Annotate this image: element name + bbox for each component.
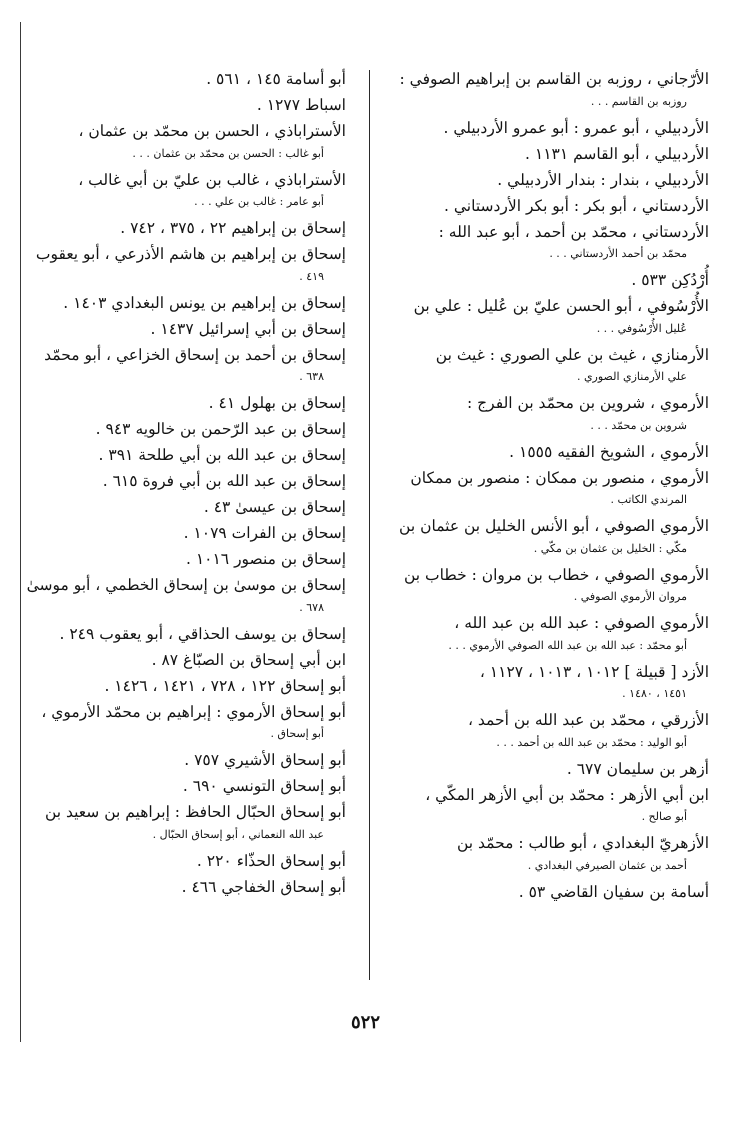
index-entry-heading: الأردستاني ، أبو بكر : أبو بكر الأردستاني . (444, 196, 709, 215)
index-entry (377, 68, 709, 113)
index-entry-heading: أبو إسحاق الأرموي : إبراهيم بن محمّد الأرموي ، (41, 702, 346, 721)
index-entry (377, 392, 709, 437)
index-entry (16, 217, 346, 240)
index-entry-heading: الأرموي الصوفي ، خطاب بن مروان : خطاب بن (404, 565, 709, 584)
index-entry-heading: الأردبيلي ، أبو القاسم ١١٣١ . (525, 144, 709, 163)
index-entry-heading: الأُرْسُوفي ، أبو الحسن عليّ بن عُليل : علي بن (413, 297, 709, 315)
index-entry-continuation: أبو إسحاق . (270, 727, 324, 740)
index-entry-heading: الأردبيلي ، بندار : بندار الأردبيلي . (497, 170, 709, 189)
index-entry-continuation: أبو محمّد : عبد الله بن عبد الله الصوفي الأرموي . . . (448, 638, 687, 652)
index-entry-heading: إسحاق بن الفرات ١٠٧٩ . (183, 524, 346, 542)
index-entry-continuation: أبو صالح . (641, 810, 687, 823)
index-entry-continuation: المرندي الكاتب . (610, 493, 687, 506)
index-entry-continuation: محمّد بن أحمد الأردستاني . . . (549, 247, 687, 260)
index-entry (16, 292, 346, 315)
index-entry-heading: الأرموي ، منصور بن ممكان : منصور بن ممكان (410, 468, 709, 487)
index-entry (16, 120, 346, 165)
index-entry-heading: الأرّجاني ، روزبه بن القاسم بن إبراهيم الصوفي : (399, 70, 709, 88)
index-entry-heading: أسامة بن سفيان القاضي ٥٣ . (518, 882, 709, 901)
index-entry (16, 243, 346, 288)
index-entry-heading: الأردبيلي ، أبو عمرو : أبو عمرو الأردبيلي . (443, 118, 709, 137)
index-entry-heading: الأرموي الصوفي ، أبو الأنس الخليل بن عثمان بن (399, 517, 709, 535)
index-entry (16, 444, 346, 467)
index-entry (377, 881, 709, 904)
index-entry (16, 701, 346, 746)
index-entry (16, 470, 346, 493)
index-entry-heading: الأزهريّ البغدادي ، أبو طالب : محمّد بن (456, 834, 709, 852)
index-entry (377, 832, 709, 877)
index-entry-heading: أبو إسحاق الأشيري ٧٥٧ . (184, 751, 346, 769)
index-entry (16, 392, 346, 415)
index-entry (377, 221, 709, 266)
index-entry-heading: الأرموي ، الشويخ الفقيه ١٥٥٥ . (509, 442, 709, 461)
index-entry (377, 269, 709, 292)
index-entry-continuation: علي الأرمنازي الصوري . (576, 370, 687, 383)
index-entry (377, 564, 709, 609)
index-entry-continuation: أحمد بن عثمان الصيرفي البغدادي . (527, 858, 687, 872)
index-entry (377, 709, 709, 754)
index-entry-heading: إسحاق بن أبي إسرائيل ١٤٣٧ . (150, 319, 346, 338)
index-entry (16, 876, 346, 899)
index-entry-continuation: أبو غالب : الحسن بن محمّد بن عثمان . . . (132, 146, 324, 160)
index-entry (16, 418, 346, 441)
index-entry-heading: إسحاق بن منصور ١٠١٦ . (185, 550, 346, 568)
index-entry (16, 574, 346, 619)
index-entry (16, 749, 346, 772)
index-entry (16, 649, 346, 672)
index-entry-heading: أبو إسحاق الخفاجي ٤٦٦ . (181, 877, 346, 896)
index-entry (377, 612, 709, 657)
index-entry (16, 801, 346, 846)
index-entry (377, 784, 709, 829)
index-entry (377, 143, 709, 166)
index-entry-heading: الأزرقي ، محمّد بن عبد الله بن أحمد ، (467, 711, 709, 729)
index-column-right (377, 68, 709, 907)
index-entry (16, 68, 346, 91)
index-entry-continuation: شروين بن محمّد . . . (590, 418, 687, 432)
index-entry-heading: إسحاق بن إبراهيم بن هاشم الأذرعي ، أبو يعقوب (35, 245, 346, 263)
index-entry-continuation: عبد الله النعماني ، أبو إسحاق الحبّال . (152, 827, 324, 841)
index-entry-continuation: روزبه بن القاسم . . . (590, 94, 687, 108)
index-entry-heading: إسحاق بن عبد الرّحمن بن خالويه ٩٤٣ . (95, 420, 346, 438)
index-entry-heading: الأزد [ قبيلة ] ١٠١٢ ، ١٠١٣ ، ١١٢٧ ، (479, 662, 709, 681)
index-entry-continuation: مكّي : الخليل بن عثمان بن مكّي . (533, 541, 687, 555)
index-entry-heading: إسحاق بن إبراهيم بن يونس البغدادي ١٤٠٣ . (63, 293, 346, 312)
index-entry (377, 169, 709, 192)
index-entry-heading: إسحاق بن عيسىٰ ٤٣ . (203, 498, 346, 516)
index-entry-heading: إسحاق بن أحمد بن إسحاق الخزاعي ، أبو محمّد (44, 345, 346, 364)
index-entry-heading: إسحاق بن يوسف الحذاقي ، أبو يعقوب ٢٤٩ . (59, 624, 346, 643)
index-entry-heading: الأرموي ، شروين بن محمّد بن الفرج : (467, 394, 709, 412)
index-entry-continuation: مروان الأرموي الصوفي . (573, 590, 687, 603)
index-entry-heading: أزهر بن سليمان ٦٧٧ . (566, 759, 709, 778)
index-entry (16, 318, 346, 341)
index-entry (377, 344, 709, 389)
page-number: ٥٢٢ (350, 1012, 380, 1033)
index-entry-continuation: ٦٧٨ . (299, 600, 324, 614)
index-entry-heading: ابن أبي إسحاق بن الصبّاغ ٨٧ . (151, 650, 346, 669)
index-entry-continuation: ١٤٥١ ، ١٤٨٠ . (622, 687, 687, 700)
index-entry-heading: الأستراباذي ، الحسن بن محمّد بن عثمان ، (78, 122, 346, 140)
index-entry (16, 496, 346, 519)
index-entry (377, 515, 709, 560)
index-entry (377, 758, 709, 781)
index-entry (377, 195, 709, 218)
index-entry-heading: أبو إسحاق الحبّال الحافظ : إبراهيم بن سعيد بن (44, 803, 346, 821)
index-entry-heading: ابن أبي الأزهر : محمّد بن أبي الأزهر المكّي ، (425, 785, 709, 804)
index-entry (377, 441, 709, 464)
index-entry-heading: إسحاق بن إبراهيم ٢٢ ، ٣٧٥ ، ٧٤٢ . (120, 219, 346, 237)
index-entry-continuation: ٦٣٨ . (299, 370, 324, 383)
index-entry-heading: أبو إسحاق ١٢٢ ، ٧٢٨ ، ١٤٢١ ، ١٤٢٦ . (104, 676, 346, 695)
index-column-left (16, 68, 346, 902)
index-entry (377, 295, 709, 340)
index-entry (16, 94, 346, 117)
index-entry-continuation: عُليل الأُرْسُوفي . . . (596, 321, 687, 335)
index-entry (16, 675, 346, 698)
index-entry-heading: إسحاق بن عبد الله بن أبي طلحة ٣٩١ . (98, 446, 346, 464)
index-entry-heading: الأرمنازي ، غيث بن علي الصوري : غيث بن (435, 345, 709, 364)
index-entry (16, 775, 346, 798)
index-entry-heading: إسحاق بن عبد الله بن أبي فروة ٦١٥ . (102, 472, 346, 490)
index-entry (16, 850, 346, 873)
index-entry (16, 522, 346, 545)
index-entry-heading: أبو أسامة ١٤٥ ، ٥٦١ . (206, 70, 346, 88)
index-entry-heading: الأستراباذي ، غالب بن عليّ بن أبي غالب ، (78, 170, 346, 189)
index-entry-continuation: ٤١٩ . (299, 269, 324, 283)
index-entry-continuation: أبو عامر : غالب بن علي . . . (194, 195, 324, 208)
index-entry (377, 661, 709, 706)
index-entry (16, 623, 346, 646)
index-entry (377, 117, 709, 140)
column-divider (369, 70, 370, 980)
index-entry-heading: أُرْدُكِن ٥٣٣ . (631, 271, 709, 289)
index-entry (377, 467, 709, 512)
index-entry-heading: أبو إسحاق الحذّاء ٢٢٠ . (196, 851, 346, 870)
index-entry-continuation: أبو الوليد : محمّد بن عبد الله بن أحمد . . . (496, 735, 687, 749)
index-entry (16, 169, 346, 214)
index-entry-heading: الأردستاني ، محمّد بن أحمد ، أبو عبد الله : (438, 222, 709, 241)
index-entry (16, 344, 346, 389)
index-entry-heading: الأرموي الصوفي : عبد الله بن عبد الله ، (454, 614, 709, 632)
index-entry-heading: إسحاق بن بهلول ٤١ . (208, 394, 346, 412)
index-entry (16, 548, 346, 571)
index-entry-heading: اسباط ١٢٧٧ . (256, 96, 346, 114)
index-entry-heading: إسحاق بن موسىٰ بن إسحاق الخطمي ، أبو موسىٰ (26, 576, 346, 594)
index-entry-heading: أبو إسحاق التونسي ٦٩٠ . (182, 777, 346, 795)
